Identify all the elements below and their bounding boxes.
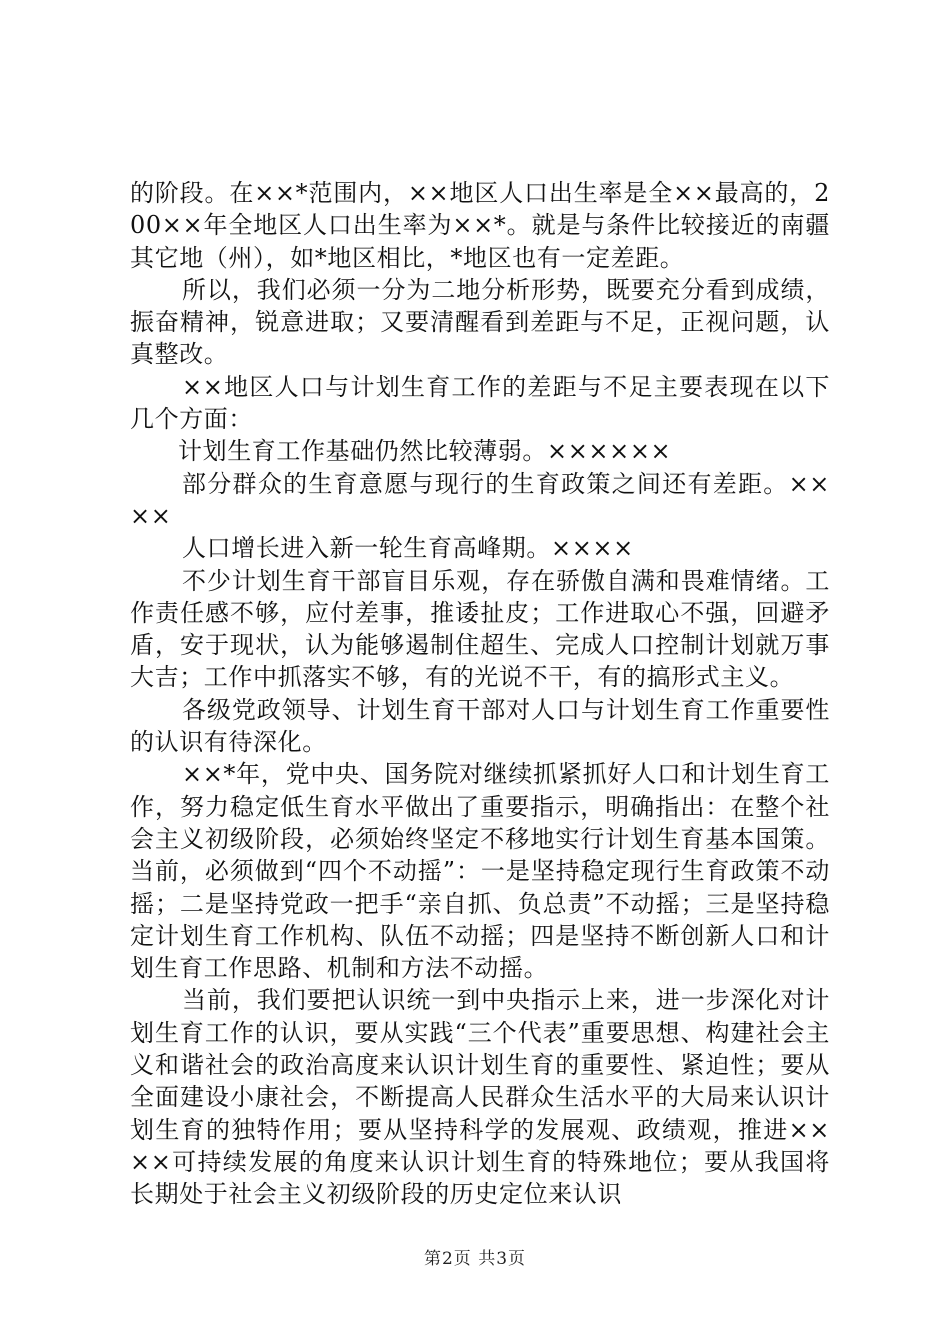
paragraph-7: 不少计划生育干部盲目乐观，存在骄傲自满和畏难情绪。工作责任感不够，应付差事，推诿扯皮；工作进取心不强，回避矛盾，安于现状，认为能够遏制住超生、完成人口控制计划就万事大吉；工作中抓落实不够，有的光说不干，有的搞形式主义。 bbox=[130, 566, 830, 692]
paragraph-6: 人口增长进入新一轮生育高峰期。×××× bbox=[182, 534, 634, 563]
paragraph-2: 所以，我们必须一分为二地分析形势，既要充分看到成绩，振奋精神，锐意进取；又要清醒看到差距与不足，正视问题，认真整改。 bbox=[130, 275, 830, 369]
paragraph-3: ××地区人口与计划生育工作的差距与不足主要表现在以下几个方面： bbox=[130, 372, 830, 434]
paragraph-8: 各级党政领导、计划生育干部对人口与计划生育工作重要性的认识有待深化。 bbox=[130, 695, 830, 757]
page-number-footer: 第2页 共3页 bbox=[423, 1249, 527, 1269]
paragraph-10: 当前，我们要把认识统一到中央指示上来，进一步深化对计划生育工作的认识，要从实践“三个代表”重要思想、构建社会主义和谐社会的政治高度来认识计划生育的重要性、紧迫性；要从全面建设小康社会，不断提高人民群众生活水平的大局来认识计划生育的独特作用；要从坚持科学的发展观、政绩观，推进××××可持续发展的角度来认识计划生育的特殊地位；要从我国将长期处于社会主义初级阶段的历史定位来认识 bbox=[130, 986, 830, 1209]
paragraph-5: 部分群众的生育意愿与现行的生育政策之间还有差距。×××× bbox=[130, 469, 830, 530]
paragraph-9: ××*年，党中央、国务院对继续抓紧抓好人口和计划生育工作，努力稳定低生育水平做出了重要指示，明确指出：在整个社会主义初级阶段，必须始终坚定不移地实行计划生育基本国策。当前，必须做到“四个不动摇”：一是坚持稳定现行生育政策不动摇；二是坚持党政一把手“亲自抓、负总责”不动摇；三是坚持稳定计划生育工作机构、队伍不动摇；四是坚持不断创新人口和计划生育工作思路、机制和方法不动摇。 bbox=[130, 760, 830, 983]
paragraph-4: 计划生育工作基础仍然比较薄弱。×××××× bbox=[178, 437, 672, 466]
paragraph-1: 的阶段。在××*范围内，××地区人口出生率是全××最高的，200××年全地区人口出生率为××*。就是与条件比较接近的南疆其它地（州），如*地区相比，*地区也有一定差距。 bbox=[130, 179, 830, 272]
document-body bbox=[130, 177, 830, 1211]
